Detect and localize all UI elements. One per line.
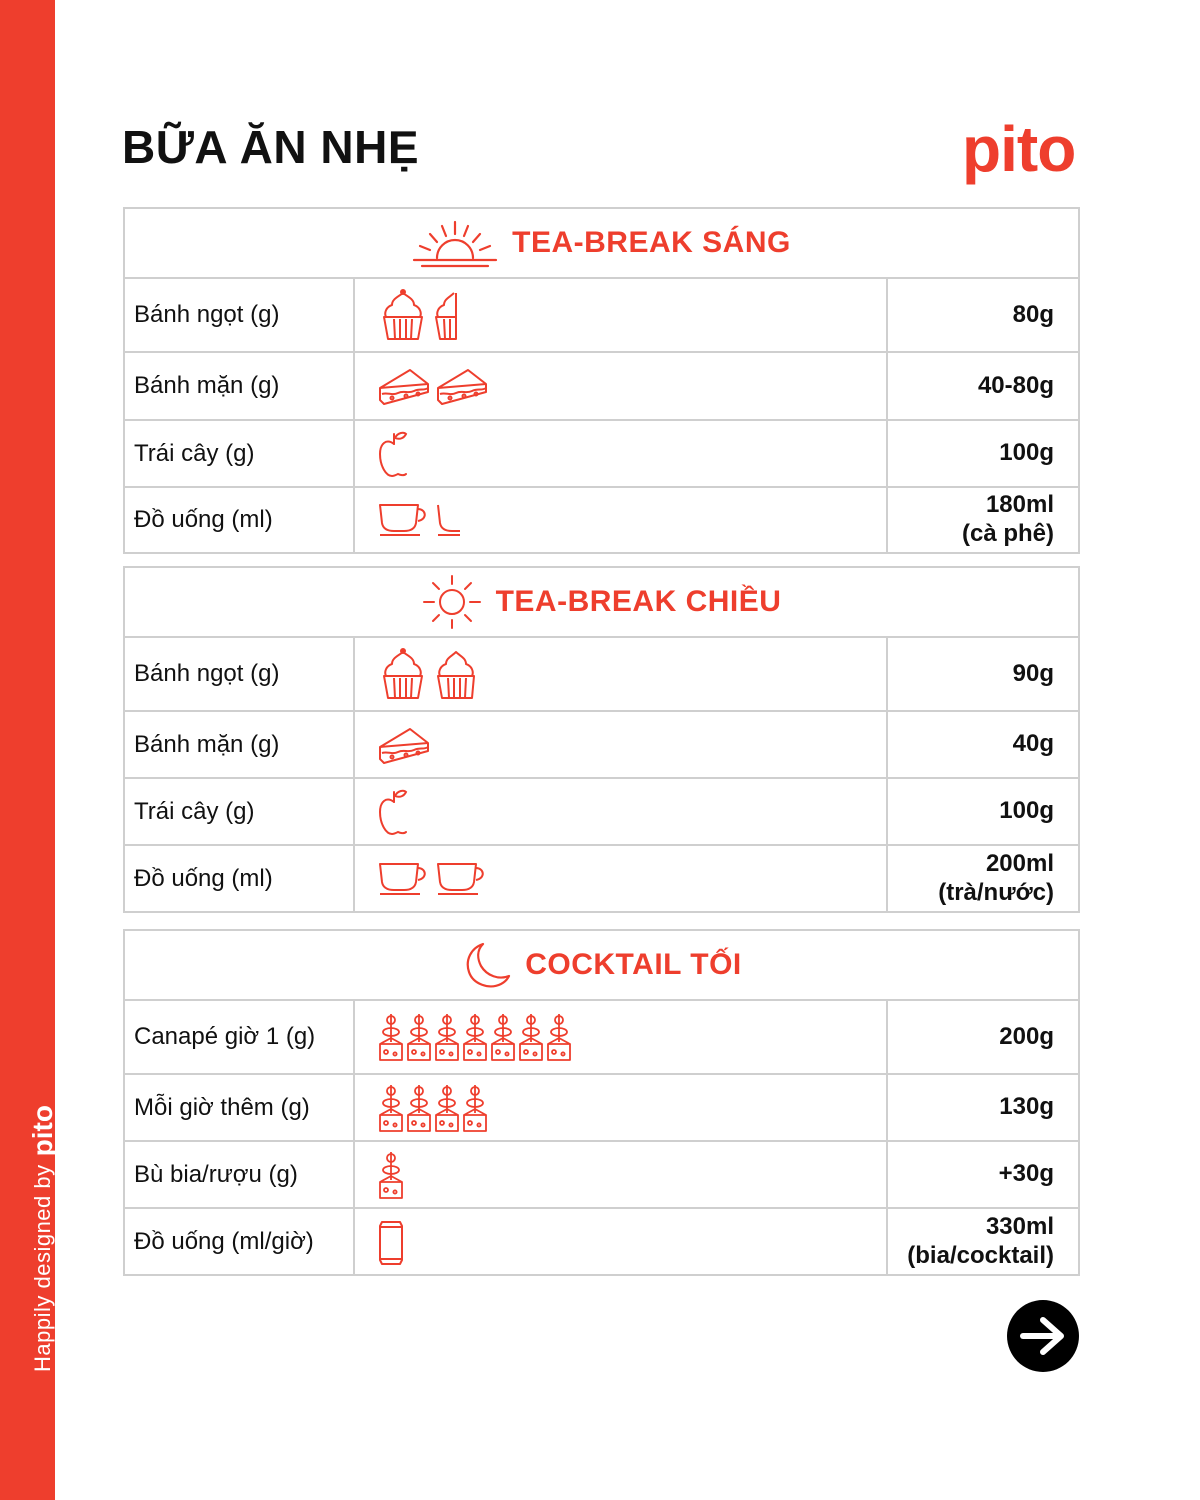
side-credit bbox=[27, 1105, 59, 1372]
section-tea-break-chieu bbox=[123, 566, 1080, 913]
row-value: 130g bbox=[999, 1093, 1054, 1121]
canape-icon bbox=[490, 1012, 516, 1062]
sandwich-icon bbox=[436, 366, 488, 406]
canape-icon bbox=[434, 1012, 460, 1062]
row-label: Bánh mặn (g) bbox=[125, 712, 355, 777]
table-row bbox=[125, 1075, 1078, 1142]
row-value bbox=[888, 846, 1078, 911]
row-value-note: (cà phê) bbox=[961, 520, 1054, 547]
table-row bbox=[125, 1209, 1078, 1274]
side-credit-text: Happily designed by bbox=[30, 1164, 55, 1372]
row-label: Canapé giờ 1 (g) bbox=[125, 1001, 355, 1073]
row-value bbox=[888, 1209, 1078, 1274]
row-label: Bánh ngọt (g) bbox=[125, 279, 355, 351]
half-apple-icon bbox=[378, 786, 410, 838]
pito-logo: pito bbox=[962, 113, 1076, 185]
row-value-note: (bia/cocktail) bbox=[907, 1241, 1054, 1269]
row-value: 40-80g bbox=[977, 371, 1054, 399]
cup-icon bbox=[378, 501, 430, 539]
row-label: Bánh ngọt (g) bbox=[125, 638, 355, 710]
sandwich-icon bbox=[378, 725, 430, 765]
table-row bbox=[125, 421, 1078, 488]
row-value-amount: 200ml bbox=[985, 849, 1054, 877]
row-icons bbox=[355, 488, 888, 552]
table-row bbox=[125, 279, 1078, 353]
row-label: Đồ uống (ml) bbox=[125, 846, 355, 911]
side-bar bbox=[0, 0, 58, 1500]
row-label: Trái cây (g) bbox=[125, 779, 355, 844]
row-value-note: (trà/nước) bbox=[938, 878, 1054, 906]
canape-icon bbox=[434, 1083, 460, 1133]
row-value-amount: 180ml bbox=[985, 491, 1054, 519]
row-icons bbox=[355, 846, 888, 911]
table-row bbox=[125, 353, 1078, 421]
canape-icon bbox=[378, 1012, 404, 1062]
cupcake-icon bbox=[434, 648, 478, 700]
row-value: 100g bbox=[999, 797, 1054, 825]
row-value bbox=[888, 488, 1078, 552]
sun-icon bbox=[422, 574, 482, 630]
page-title: BỮA ĂN NHẸ bbox=[122, 121, 420, 173]
table-row bbox=[125, 638, 1078, 712]
section-cocktail-toi bbox=[123, 929, 1080, 1276]
row-value: 90g bbox=[1012, 659, 1054, 687]
row-value-amount: 330ml bbox=[985, 1212, 1054, 1240]
section-title: COCKTAIL TỐI bbox=[525, 948, 742, 981]
row-icons bbox=[355, 1001, 888, 1073]
canape-icon bbox=[518, 1012, 544, 1062]
canape-icon bbox=[378, 1083, 404, 1133]
row-value: 80g bbox=[1012, 300, 1054, 328]
row-label: Bánh mặn (g) bbox=[125, 353, 355, 419]
row-value: 100g bbox=[999, 439, 1054, 467]
canape-icon bbox=[378, 1150, 404, 1200]
row-label: Đồ uống (ml/giờ) bbox=[125, 1209, 355, 1274]
canape-icon bbox=[406, 1083, 432, 1133]
canape-icon bbox=[462, 1012, 488, 1062]
row-icons bbox=[355, 279, 888, 351]
sunrise-icon bbox=[412, 218, 498, 268]
table-row bbox=[125, 488, 1078, 552]
table-row bbox=[125, 846, 1078, 911]
section-tea-break-sang bbox=[123, 207, 1080, 554]
half-cup-icon bbox=[436, 501, 462, 539]
half-apple-icon bbox=[378, 428, 410, 480]
cupcake-icon bbox=[378, 289, 428, 341]
section-header bbox=[125, 209, 1078, 279]
section-header bbox=[125, 568, 1078, 638]
row-icons bbox=[355, 712, 888, 777]
row-label: Mỗi giờ thêm (g) bbox=[125, 1075, 355, 1140]
row-value: 200g bbox=[999, 1022, 1054, 1050]
row-value: 40g bbox=[1012, 730, 1054, 758]
row-value: +30g bbox=[998, 1160, 1054, 1188]
cupcake-icon bbox=[378, 648, 428, 700]
row-icons bbox=[355, 1209, 888, 1274]
half-cupcake-icon bbox=[434, 289, 460, 341]
cup-icon bbox=[378, 860, 430, 898]
table-row bbox=[125, 779, 1078, 846]
can-icon bbox=[378, 1218, 404, 1266]
moon-icon bbox=[461, 940, 511, 990]
row-label: Đồ uống (ml) bbox=[125, 488, 355, 552]
row-icons bbox=[355, 779, 888, 844]
canape-icon bbox=[406, 1012, 432, 1062]
section-header bbox=[125, 931, 1078, 1001]
section-title: TEA-BREAK SÁNG bbox=[512, 226, 791, 259]
side-credit-brand: pito bbox=[27, 1105, 58, 1157]
row-label: Trái cây (g) bbox=[125, 421, 355, 486]
section-title: TEA-BREAK CHIỀU bbox=[495, 585, 782, 618]
row-icons bbox=[355, 1075, 888, 1140]
row-icons bbox=[355, 421, 888, 486]
row-icons bbox=[355, 638, 888, 710]
canape-icon bbox=[462, 1083, 488, 1133]
row-icons bbox=[355, 353, 888, 419]
row-icons bbox=[355, 1142, 888, 1207]
table-row bbox=[125, 1001, 1078, 1075]
next-arrow-button[interactable] bbox=[1007, 1300, 1079, 1372]
row-label: Bù bia/rượu (g) bbox=[125, 1142, 355, 1207]
sandwich-icon bbox=[378, 366, 430, 406]
table-row bbox=[125, 712, 1078, 779]
canape-icon bbox=[546, 1012, 572, 1062]
arrow-right-icon bbox=[1019, 1316, 1067, 1356]
cup-icon bbox=[436, 860, 488, 898]
table-row bbox=[125, 1142, 1078, 1209]
